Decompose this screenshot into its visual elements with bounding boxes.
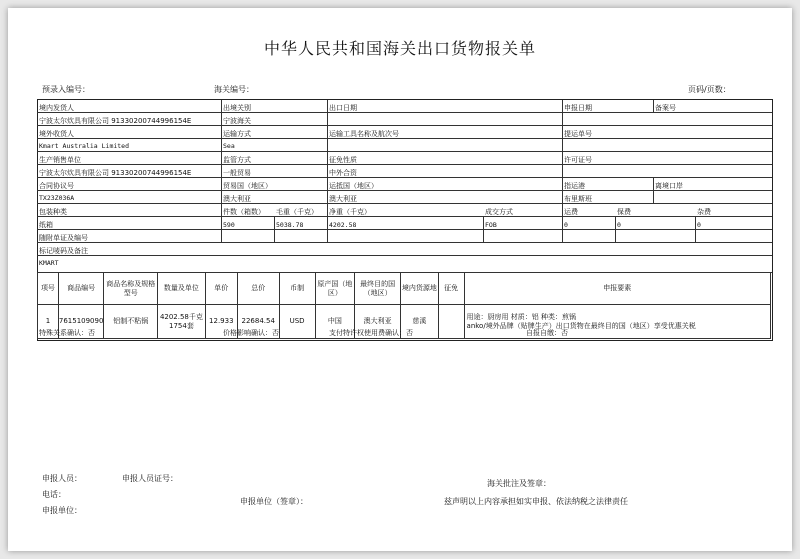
freight-value: 0 [564,221,568,229]
license-no-label: 许可证号 [564,156,592,164]
attached-docs-label: 随附单证及编号 [39,234,88,242]
producer-value: 宁波太尔炊具有限公司 91330200744996154E [39,169,192,177]
bill-no-label: 提运单号 [564,130,592,138]
transport-name-label: 运输工具名称及航次号 [329,130,399,138]
contract-no-label: 合同协议号 [39,182,74,190]
origin-cell: 中国 [315,305,355,339]
col-qty: 数量及单位 [158,273,206,305]
insurance-label: 保费 [617,208,631,216]
declaration-statement: 兹声明以上内容承担如实申报、依法纳税之法律责任 [444,497,628,506]
unit-label: 申报单位： [42,506,82,515]
elements-line-1: 用途：厨房用 材质：铝 种类：煎锅 [466,312,576,321]
domestic-sender-value: 宁波太尔炊具有限公司 91330200744996154E [39,117,192,125]
port-value: 布里斯班 [564,195,592,203]
pieces-label: 件数（箱数） [223,208,265,216]
col-source: 境内货源地 [400,273,438,305]
price-impact-confirm: 价格影响确认：否 [223,329,279,337]
tax-nature-label: 征免性质 [329,156,357,164]
phone-label: 电话： [42,490,66,499]
gross-weight-value: 5038.78 [276,221,304,229]
price-cell: 12.933 [205,305,237,339]
misc-value: 0 [697,221,701,229]
qty-primary: 4202.58千克 [159,312,203,321]
producer-label: 生产销售单位 [39,156,81,164]
self-declare-confirm: 自报自缴：否 [526,329,568,337]
declarant-id-label: 申报人员证号： [122,474,178,483]
pieces-value: 590 [223,221,235,229]
dest-country-value: 澳大利亚 [329,195,357,203]
declaration-sheet [8,8,792,551]
supervision-value: 一般贸易 [223,169,251,177]
special-relation-confirm: 特殊关系确认：否 [39,329,95,337]
code-cell: 7615109090 [58,305,104,339]
marks-value: KMART [39,259,59,267]
record-no-label: 备案号 [655,104,676,112]
net-weight-label: 净重（千克） [329,208,371,216]
exit-customs-value: 宁波海关 [223,117,251,125]
freight-label: 运费 [564,208,578,216]
col-name: 商品名称及规格型号 [104,273,158,305]
unit-sign-label: 申报单位（签章）： [240,497,308,506]
col-dest: 最终目的国（地区） [355,273,401,305]
total-cell: 22684.54 [237,305,279,339]
declarant-label: 申报人员： [42,474,82,483]
col-code: 商品编号 [58,273,104,305]
royalty-confirm: 支付特许权使用费确认：否 [329,329,413,337]
exit-customs-label: 出境关别 [223,104,251,112]
customs-no-label: 海关编号： [214,85,254,94]
col-total: 总价 [237,273,279,305]
exit-port-label: 离境口岸 [655,182,683,190]
deal-mode-label: 成交方式 [485,208,513,216]
supervision-label: 监管方式 [223,156,251,164]
marks-label: 标记唛码及备注 [39,247,88,255]
gross-weight-label: 毛重（千克） [276,208,318,216]
item-cell: 1 [38,305,59,339]
elements-cell [464,305,770,339]
col-price: 单价 [205,273,237,305]
overseas-receiver-label: 境外收货人 [39,130,74,138]
tax-nature-value: 中外合资 [329,169,357,177]
package-type-label: 包装种类 [39,208,67,216]
col-elements: 申报要素 [464,273,770,305]
port-label: 指运港 [564,182,585,190]
dest-cell: 澳大利亚 [355,305,401,339]
contract-no-value: TX23Z036A [39,194,75,202]
goods-header-row [38,273,771,305]
document-title: 中华人民共和国海关出口货物报关单 [263,39,536,58]
qty-secondary: 1754套 [169,321,194,330]
elements-line-2: anko/境外品牌（贴牌生产）出口货物在最终目的国（地区）享受优惠关税 [466,321,696,330]
customs-sign-label: 海关批注及签章： [487,479,551,488]
source-cell: 慈溪 [400,305,438,339]
col-origin: 原产国（地区） [315,273,355,305]
exempt-cell [438,305,464,339]
export-date-label: 出口日期 [329,104,357,112]
col-exempt: 征免 [438,273,464,305]
pre-entry-no-label: 预录入编号： [42,85,90,94]
insurance-value: 0 [617,221,621,229]
currency-cell: USD [279,305,315,339]
transport-mode-label: 运输方式 [223,130,251,138]
package-type-value: 纸箱 [39,221,53,229]
declare-date-label: 申报日期 [564,104,592,112]
qty-cell [158,305,206,339]
net-weight-value: 4202.58 [329,221,357,229]
trade-country-label: 贸易国（地区） [223,182,272,190]
domestic-sender-label: 境内发货人 [39,104,74,112]
col-item: 项号 [38,273,59,305]
name-cell: 铝制不粘锅 [104,305,158,339]
dest-country-label: 运抵国（地区） [329,182,378,190]
trade-country-value: 澳大利亚 [223,195,251,203]
deal-mode-value: FOB [485,221,497,229]
col-currency: 币制 [279,273,315,305]
misc-label: 杂费 [697,208,711,216]
page-label: 页码/页数： [688,85,731,94]
transport-mode-value: Sea [223,142,235,150]
overseas-receiver-value: Kmart Australia Limited [39,142,130,150]
